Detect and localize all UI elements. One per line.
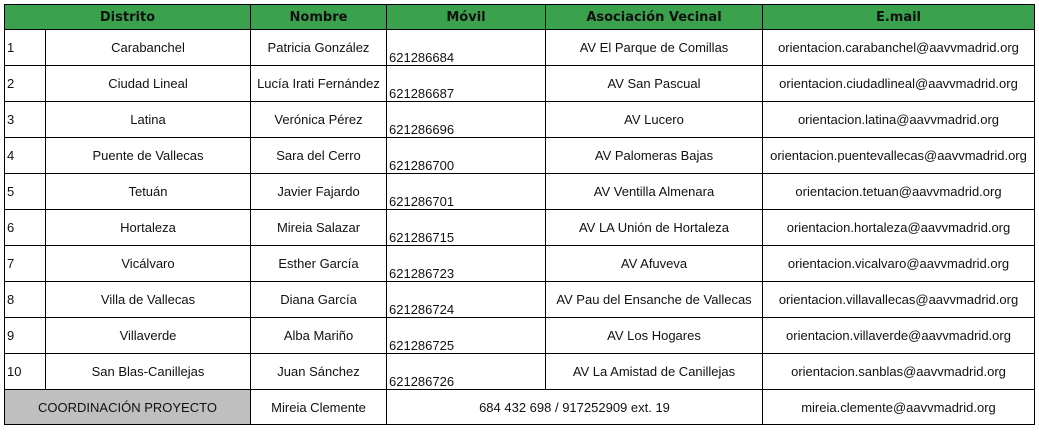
cell-distrito: San Blas-Canillejas xyxy=(46,354,251,390)
cell-movil: 621286696 xyxy=(387,102,546,138)
cell-email: orientacion.hortaleza@aavvmadrid.org xyxy=(763,210,1035,246)
cell-email: orientacion.latina@aavvmadrid.org xyxy=(763,102,1035,138)
cell-distrito: Villa de Vallecas xyxy=(46,282,251,318)
cell-number: 10 xyxy=(5,354,46,390)
cell-email: orientacion.vicalvaro@aavvmadrid.org xyxy=(763,246,1035,282)
cell-distrito: Villaverde xyxy=(46,318,251,354)
table-row xyxy=(5,30,1035,66)
cell-movil: 621286700 xyxy=(387,138,546,174)
table-row xyxy=(5,174,1035,210)
cell-distrito: Puente de Vallecas xyxy=(46,138,251,174)
cell-asociacion: AV Ventilla Almenara xyxy=(546,174,763,210)
table-row xyxy=(5,66,1035,102)
cell-distrito: Hortaleza xyxy=(46,210,251,246)
cell-movil: 621286724 xyxy=(387,282,546,318)
cell-movil: 621286701 xyxy=(387,174,546,210)
coordination-email: mireia.clemente@aavvmadrid.org xyxy=(763,390,1035,425)
cell-number: 5 xyxy=(5,174,46,210)
cell-nombre: Verónica Pérez xyxy=(251,102,387,138)
cell-distrito: Latina xyxy=(46,102,251,138)
cell-asociacion: AV LA Unión de Hortaleza xyxy=(546,210,763,246)
cell-number: 7 xyxy=(5,246,46,282)
cell-asociacion: AV Palomeras Bajas xyxy=(546,138,763,174)
table-body xyxy=(5,30,1035,425)
cell-number: 2 xyxy=(5,66,46,102)
table-row xyxy=(5,246,1035,282)
cell-nombre: Alba Mariño xyxy=(251,318,387,354)
cell-movil: 621286684 xyxy=(387,30,546,66)
table-row xyxy=(5,318,1035,354)
cell-asociacion: AV El Parque de Comillas xyxy=(546,30,763,66)
table-header xyxy=(5,5,1035,30)
cell-email: orientacion.villaverde@aavvmadrid.org xyxy=(763,318,1035,354)
cell-movil: 621286725 xyxy=(387,318,546,354)
cell-asociacion: AV Afuveva xyxy=(546,246,763,282)
cell-email: orientacion.tetuan@aavvmadrid.org xyxy=(763,174,1035,210)
cell-movil: 621286687 xyxy=(387,66,546,102)
table-row xyxy=(5,102,1035,138)
cell-distrito: Carabanchel xyxy=(46,30,251,66)
cell-email: orientacion.villavallecas@aavvmadrid.org xyxy=(763,282,1035,318)
coordination-row xyxy=(5,390,1035,425)
cell-movil: 621286723 xyxy=(387,246,546,282)
cell-asociacion: AV La Amistad de Canillejas xyxy=(546,354,763,390)
cell-asociacion: AV Pau del Ensanche de Vallecas xyxy=(546,282,763,318)
cell-email: orientacion.carabanchel@aavvmadrid.org xyxy=(763,30,1035,66)
contacts-table xyxy=(4,4,1035,425)
coordination-label: COORDINACIÓN PROYECTO xyxy=(5,390,251,425)
cell-asociacion: AV San Pascual xyxy=(546,66,763,102)
cell-nombre: Mireia Salazar xyxy=(251,210,387,246)
header-row xyxy=(5,5,1035,30)
cell-number: 9 xyxy=(5,318,46,354)
table-row xyxy=(5,282,1035,318)
cell-distrito: Ciudad Lineal xyxy=(46,66,251,102)
cell-movil: 621286715 xyxy=(387,210,546,246)
cell-movil: 621286726 xyxy=(387,354,546,390)
cell-nombre: Juan Sánchez xyxy=(251,354,387,390)
cell-number: 1 xyxy=(5,30,46,66)
cell-asociacion: AV Los Hogares xyxy=(546,318,763,354)
cell-nombre: Patricia González xyxy=(251,30,387,66)
table-row xyxy=(5,354,1035,390)
header-nombre: Nombre xyxy=(251,5,387,30)
cell-number: 4 xyxy=(5,138,46,174)
cell-nombre: Lucía Irati Fernández xyxy=(251,66,387,102)
table-row xyxy=(5,138,1035,174)
header-movil: Móvil xyxy=(387,5,546,30)
cell-nombre: Javier Fajardo xyxy=(251,174,387,210)
cell-nombre: Esther García xyxy=(251,246,387,282)
cell-email: orientacion.puentevallecas@aavvmadrid.org xyxy=(763,138,1035,174)
table-row xyxy=(5,210,1035,246)
cell-distrito: Vicálvaro xyxy=(46,246,251,282)
coordination-name: Mireia Clemente xyxy=(251,390,387,425)
header-distrito: Distrito xyxy=(5,5,251,30)
cell-email: orientacion.ciudadlineal@aavvmadrid.org xyxy=(763,66,1035,102)
coordination-phones: 684 432 698 / 917252909 ext. 19 xyxy=(387,390,763,425)
cell-nombre: Diana García xyxy=(251,282,387,318)
cell-distrito: Tetuán xyxy=(46,174,251,210)
header-email: E.mail xyxy=(763,5,1035,30)
cell-number: 8 xyxy=(5,282,46,318)
cell-nombre: Sara del Cerro xyxy=(251,138,387,174)
cell-number: 6 xyxy=(5,210,46,246)
cell-asociacion: AV Lucero xyxy=(546,102,763,138)
header-asociacion: Asociación Vecinal xyxy=(546,5,763,30)
cell-number: 3 xyxy=(5,102,46,138)
cell-email: orientacion.sanblas@aavvmadrid.org xyxy=(763,354,1035,390)
